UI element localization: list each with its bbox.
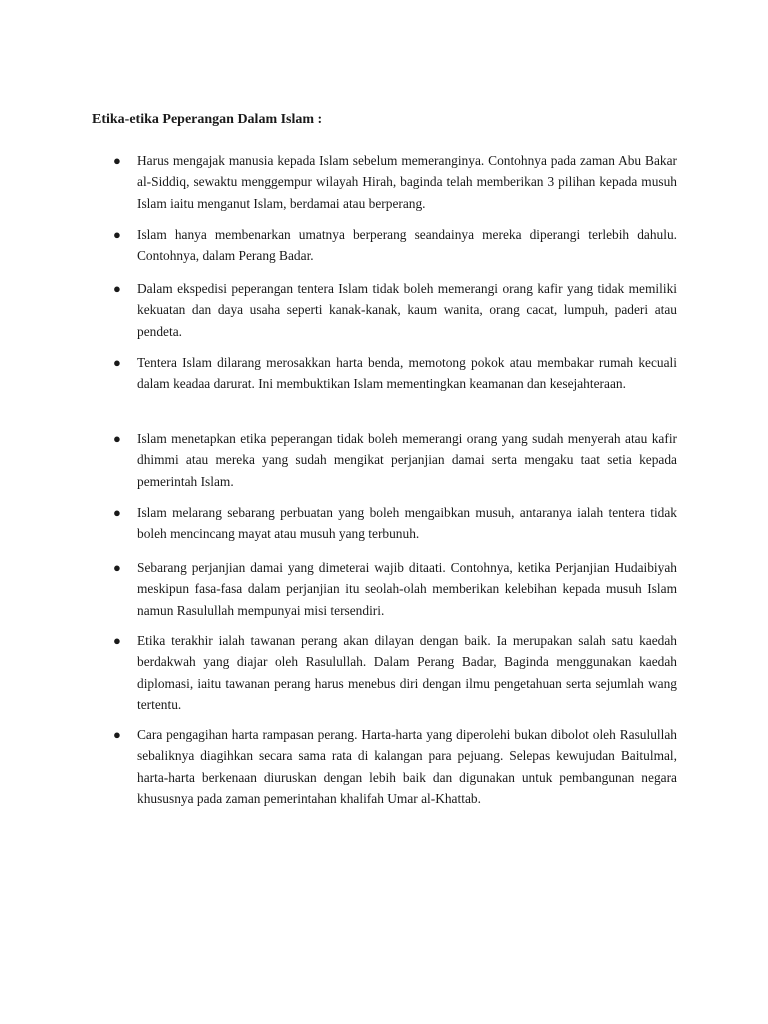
bullet-icon: ● — [113, 560, 121, 575]
list-item-text: Islam menetapkan etika peperangan tidak boleh memerangi orang yang sudah menyerah atau kafir dhimmi atau mereka yang sudah mengikat perjanjian damai serta mengaku taat setia kepada pemerintah Islam. — [137, 431, 677, 489]
list-item-text: Dalam ekspedisi peperangan tentera Islam tidak boleh memerangi orang kafir yang tidak memiliki kekuatan dan daya usaha seperti kanak-kanak, kaum wanita, orang cacat, lumpuh, paderi atau pendeta. — [137, 281, 677, 339]
list-item-text: Sebarang perjanjian damai yang dimeterai wajib ditaati. Contohnya, ketika Perjanjian Hudaibiyah meskipun fasa-fasa dalam perjanjian itu seolah-olah memberikan kelebihan kepada musuh Islam namun Rasulullah mempunyai misi tersendiri. — [137, 560, 677, 618]
bullet-icon: ● — [113, 431, 121, 446]
bullet-icon: ● — [113, 281, 121, 296]
bullet-icon: ● — [113, 505, 121, 520]
list-item-text: Etika terakhir ialah tawanan perang akan dilayan dengan baik. Ia merupakan salah satu kaedah berdakwah yang diajar oleh Rasulullah. Dalam Perang Badar, Baginda menggunakan kaedah diplomasi, iaitu tawanan perang harus menebus diri dengan ilmu pengetahuan serta sejumlah wang tertentu. — [137, 633, 677, 712]
list-item-text: Harus mengajak manusia kepada Islam sebelum memeranginya. Contohnya pada zaman Abu Bakar al-Siddiq, sewaktu menggempur wilayah Hirah, baginda telah memberikan 3 pilihan kepada musuh Islam iaitu menganut Islam, berdamai atau berperang. — [137, 153, 677, 211]
bullet-icon: ● — [113, 153, 121, 168]
bullet-icon: ● — [113, 727, 121, 742]
list-item-text: Islam hanya membenarkan umatnya berperang seandainya mereka diperangi terlebih dahulu. Contohnya, dalam Perang Badar. — [137, 227, 677, 264]
bullet-icon: ● — [113, 355, 121, 370]
list-item-text: Tentera Islam dilarang merosakkan harta benda, memotong pokok atau membakar rumah kecuali dalam keadaa darurat. Ini membuktikan Islam mementingkan keamanan dan kesejahteraan. — [137, 355, 677, 392]
bullet-icon: ● — [113, 227, 121, 242]
document-title: Etika-etika Peperangan Dalam Islam : — [92, 112, 323, 127]
list-item-text: Cara pengagihan harta rampasan perang. Harta-harta yang diperolehi bukan dibolot oleh Rasulullah sebaliknya diagihkan secara sama rata di kalangan para pejuang. Selepas kewujudan Baitulmal, harta-harta berkenaan diuruskan dengan lebih baik dan digunakan untuk pembangunan negara khususnya pada zaman pemerintahan khalifah Umar al-Khattab. — [137, 727, 677, 806]
bullet-icon: ● — [113, 633, 121, 648]
list-item-text: Islam melarang sebarang perbuatan yang boleh mengaibkan musuh, antaranya ialah tentera tidak boleh mencincang mayat atau musuh yang terbunuh. — [137, 505, 677, 542]
